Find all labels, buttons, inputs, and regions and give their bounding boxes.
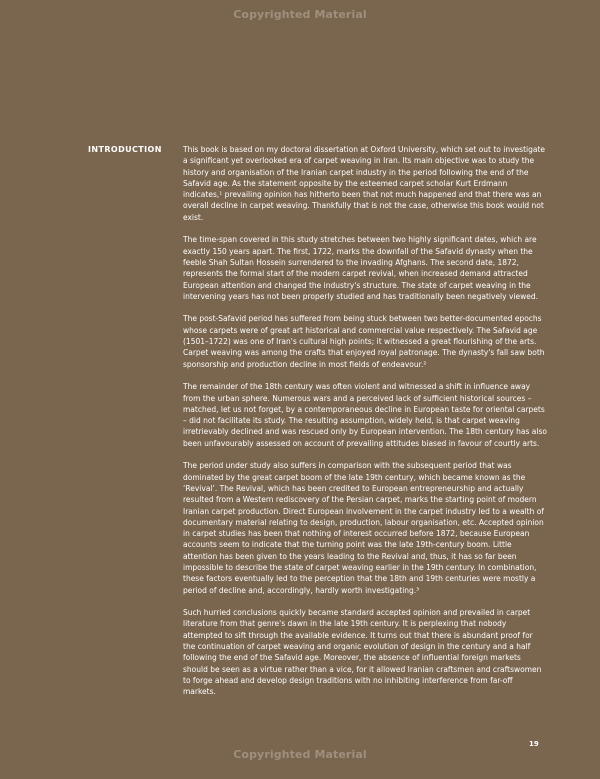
body-text	[183, 144, 547, 709]
copyright-watermark-bottom: Copyrighted Material	[233, 748, 367, 761]
copyright-watermark-top: Copyrighted Material	[233, 8, 367, 21]
paragraph: The remainder of the 18th century was often violent and witnessed a shift in influence away from the urban sphere. Numerous wars and a perceived lack of sufficient historical sources – matched, let us not forget, by a contemporaneous decline in European taste for oriental carpets – did not facilitate its study. The resulting assumption, widely held, is that carpet weaving irretrievably declined and was rescued only by European intervention. The 18th century has also been unfavourably assessed on account of prevailing attitudes biased in favour of courtly arts.	[183, 382, 547, 448]
page-number: 19	[529, 740, 539, 748]
section-heading: INTRODUCTION	[88, 145, 162, 154]
paragraph: The period under study also suffers in comparison with the subsequent period that was dominated by the great carpet boom of the late 19th century, which became known as the ‘Revival’. The Revival, which has been credited to European entrepreneurship and actually resulted from a Western rediscovery of the Persian carpet, marks the starting point of modern Iranian carpet production. Direct European involvement in the carpet industry led to a wealth of documentary material relating to design, production, labour organisation, etc. Accepted opinion in carpet studies has been that nothing of interest occurred before 1872, because European accounts seem to indicate that the turning point was the late 19th-century boom. Little attention has been given to the years leading to the Revival and, thus, it has so far been impossible to describe the state of carpet weaving earlier in the 19th century. In combination, these factors eventually led to the perception that the 18th and 19th centuries were mostly a period of decline and, accordingly, hardly worth investigating.³	[183, 461, 544, 595]
paragraph: This book is based on my doctoral dissertation at Oxford University, which set out to investigate a significant yet overlooked era of carpet weaving in Iran. Its main objective was to study the history and organisation of the Iranian carpet industry in the period following the end of the Safavid age. As the statement opposite by the esteemed carpet scholar Kurt Erdmann indicates,¹ prevailing opinion has hitherto been that not much happened and that there was an overall decline in carpet weaving. Thankfully that is not the case, otherwise this book would not exist.	[183, 145, 546, 222]
paragraph: Such hurried conclusions quickly became standard accepted opinion and prevailed in carpet literature from that genre's dawn in the late 19th century. It is perplexing that nobody attempted to sift through the available evidence. It turns out that there is abundant proof for the continuation of carpet weaving and organic evolution of design in the century and a half following the end of the Safavid age. Moreover, the absence of influential foreign markets should be seen as a virtue rather than a vice, for it allowed Iranian craftsmen and craftswomen to forge ahead and develop design traditions with no inhibiting interference from far-off markets.	[183, 608, 542, 697]
paragraph: The time-span covered in this study stretches between two highly significant dates, which are exactly 150 years apart. The first, 1722, marks the downfall of the Safavid dynasty when the feeble Shah Sultan Hossein surrendered to the invading Afghans. The second date, 1872, represents the formal start of the modern carpet revival, when increased demand attracted European attention and changed the industry's structure. The state of carpet weaving in the intervening years has not been properly studied and has traditionally been negatively viewed.	[183, 235, 538, 301]
paragraph: The post-Safavid period has suffered from being stuck between two better-documented epochs whose carpets were of great art historical and commercial value respectively. The Safavid age (1501–1722) was one of Iran's cultural high points; it witnessed a great flourishing of the arts. Carpet weaving was among the crafts that enjoyed royal patronage. The dynasty's fall saw both sponsorship and production decline in most fields of endeavour.²	[183, 314, 545, 369]
